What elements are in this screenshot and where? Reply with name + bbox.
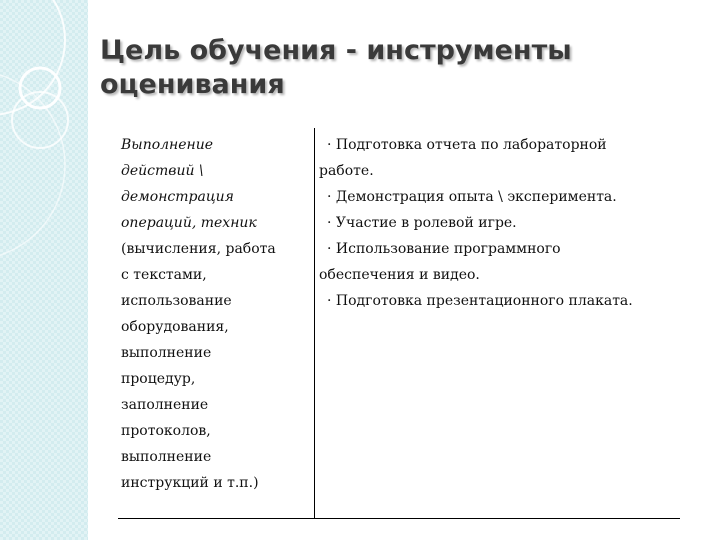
left-line: протоколов, xyxy=(121,423,211,439)
assessment-table xyxy=(118,128,680,520)
list-item xyxy=(319,236,679,262)
list-item xyxy=(319,210,679,236)
list-item-text: Подготовка презентационного плаката. xyxy=(335,293,633,309)
left-line: выполнение xyxy=(121,345,212,361)
bullet: · xyxy=(327,137,332,153)
left-line: инструкций и т.п.) xyxy=(121,475,259,491)
list-item-text: Подготовка отчета по лабораторной xyxy=(335,137,607,153)
title-line-2: оценивания xyxy=(100,69,285,100)
list-item xyxy=(319,132,679,158)
left-line: (вычисления, работа xyxy=(121,241,276,257)
left-italic-line: Выполнение xyxy=(121,137,214,153)
decorative-sidebar xyxy=(0,0,88,540)
right-column xyxy=(319,132,679,314)
left-italic-line: демонстрация xyxy=(121,189,234,205)
bullet: · xyxy=(327,241,332,257)
bullet: · xyxy=(327,215,332,231)
left-line: процедур, xyxy=(121,371,196,387)
slide-title xyxy=(100,34,700,102)
column-divider xyxy=(314,128,315,519)
list-item xyxy=(319,184,679,210)
list-item-continuation: работе. xyxy=(319,163,374,179)
list-item xyxy=(319,288,679,314)
list-item-text: Использование программного xyxy=(335,241,561,257)
list-item-text: Участие в ролевой игре. xyxy=(335,215,517,231)
left-line: заполнение xyxy=(121,397,209,413)
bullet: · xyxy=(327,293,332,309)
left-line: с текстами, xyxy=(121,267,207,283)
list-item-text: Демонстрация опыта \ эксперимента. xyxy=(335,189,617,205)
left-column xyxy=(121,132,311,496)
decorative-circles xyxy=(0,0,88,540)
list-item-continuation: обеспечения и видео. xyxy=(319,267,480,283)
left-line: оборудования, xyxy=(121,319,229,335)
left-line: выполнение xyxy=(121,449,212,465)
title-line-1: Цель обучения - инструменты xyxy=(100,35,572,66)
bullet: · xyxy=(327,189,332,205)
left-line: использование xyxy=(121,293,232,309)
left-italic-line: операций, техник xyxy=(121,215,257,231)
table-bottom-border xyxy=(118,518,680,519)
left-italic-line: действий \ xyxy=(121,163,204,179)
